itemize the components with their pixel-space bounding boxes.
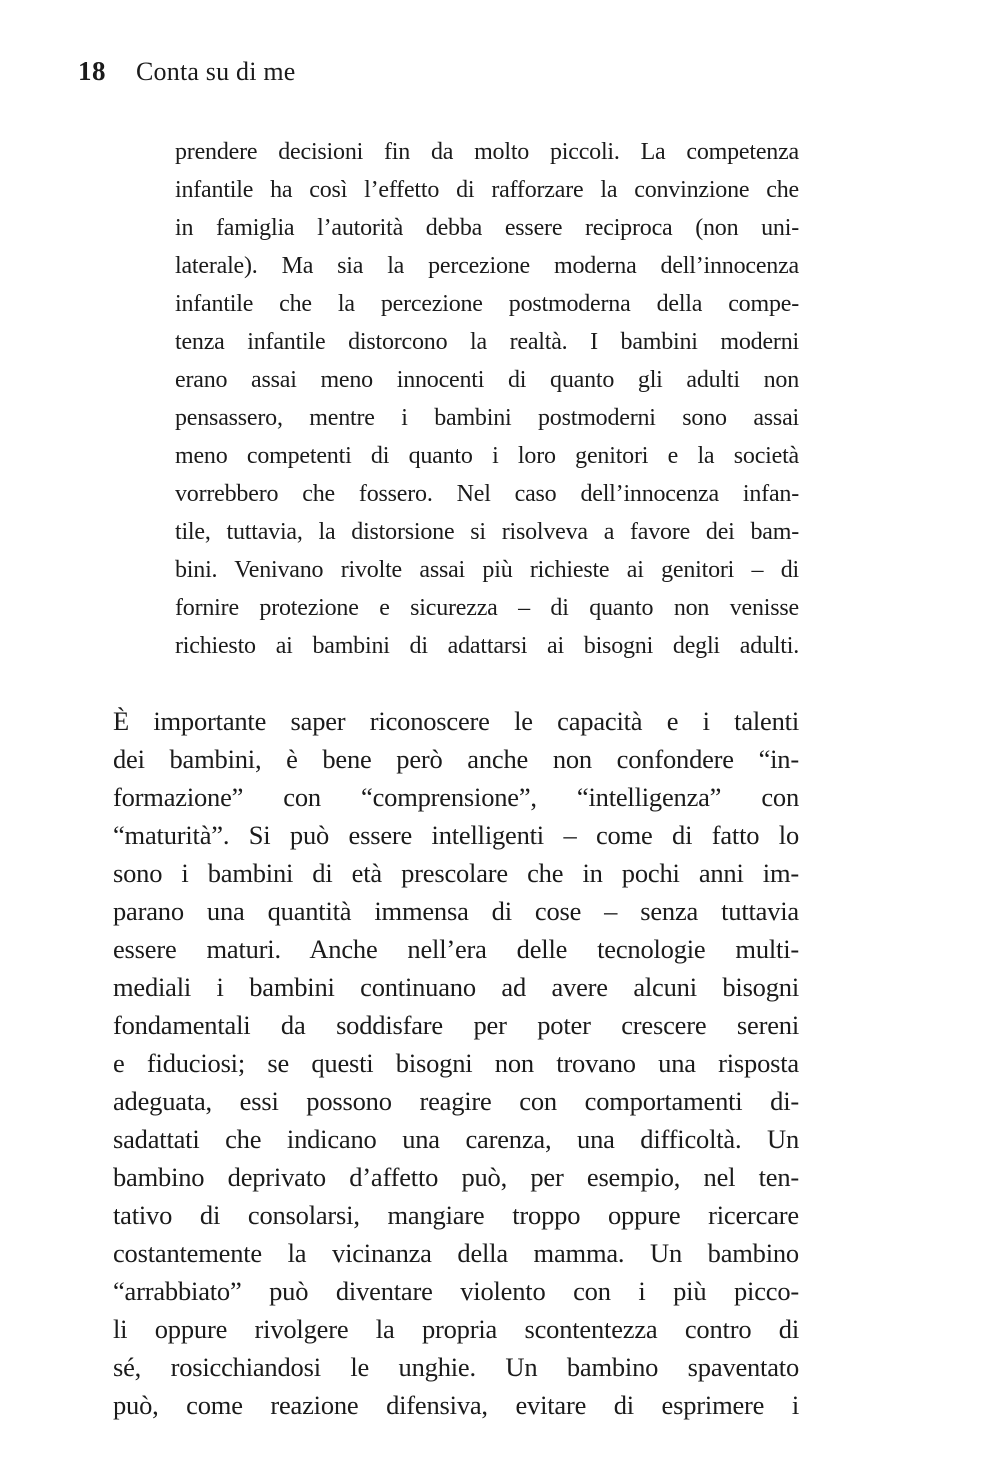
text-line: laterale). Ma sia la percezione moderna dell’innocenza <box>175 253 799 279</box>
text-line: prendere decisioni fin da molto piccoli. La competenza <box>175 139 799 165</box>
text-line: erano assai meno innocenti di quanto gli adulti non <box>175 367 799 393</box>
text-line: può, come reazione difensiva, evitare di esprimere i <box>113 1390 799 1420</box>
text-line: meno competenti di quanto i loro genitori e la società <box>175 443 799 469</box>
text-line: sono i bambini di età prescolare che in pochi anni im- <box>113 858 799 888</box>
text-line: sé, rosicchiandosi le unghie. Un bambino spaventato <box>113 1352 799 1382</box>
text-line: bini. Venivano rivolte assai più richieste ai genitori – di <box>175 557 799 583</box>
block-quote <box>175 133 799 665</box>
page-number: 18 <box>78 56 106 86</box>
text-line: infantile che la percezione postmoderna della compe- <box>175 291 799 317</box>
text-line: e fiduciosi; se questi bisogni non trovano una risposta <box>113 1048 799 1078</box>
text-line: fornire protezione e sicurezza – di quanto non venisse <box>175 595 799 621</box>
text-line: li oppure rivolgere la propria scontentezza contro di <box>113 1314 799 1344</box>
text-line: sadattati che indicano una carenza, una difficoltà. Un <box>113 1124 799 1154</box>
running-title: Conta su di me <box>136 57 296 86</box>
text-line: essere maturi. Anche nell’era delle tecnologie multi- <box>113 934 799 964</box>
text-line: infantile ha così l’effetto di rafforzare la convinzione che <box>175 177 799 203</box>
text-line: formazione” con “comprensione”, “intelligenza” con <box>113 782 799 812</box>
text-line: mediali i bambini continuano ad avere alcuni bisogni <box>113 972 799 1002</box>
body-paragraph <box>113 702 799 1424</box>
page-header <box>78 56 296 87</box>
text-line: “arrabbiato” può diventare violento con i più picco- <box>113 1276 799 1306</box>
text-line: costantemente la vicinanza della mamma. Un bambino <box>113 1238 799 1268</box>
text-line: vorrebbero che fossero. Nel caso dell’innocenza infan- <box>175 481 799 507</box>
text-line: parano una quantità immensa di cose – senza tuttavia <box>113 896 799 926</box>
text-line: “maturità”. Si può essere intelligenti – come di fatto lo <box>113 820 799 850</box>
text-line: dei bambini, è bene però anche non confondere “in- <box>113 744 799 774</box>
text-line: in famiglia l’autorità debba essere reciproca (non uni- <box>175 215 799 241</box>
text-line: adeguata, essi possono reagire con comportamenti di- <box>113 1086 799 1116</box>
text-line: richiesto ai bambini di adattarsi ai bisogni degli adulti. <box>175 633 799 659</box>
text-line: tile, tuttavia, la distorsione si risolveva a favore dei bam- <box>175 519 799 545</box>
text-line: pensassero, mentre i bambini postmoderni sono assai <box>175 405 799 431</box>
text-line: fondamentali da soddisfare per poter crescere sereni <box>113 1010 799 1040</box>
text-line: È importante saper riconoscere le capacità e i talenti <box>113 706 799 736</box>
text-line: bambino deprivato d’affetto può, per esempio, nel ten- <box>113 1162 799 1192</box>
text-line: tativo di consolarsi, mangiare troppo oppure ricercare <box>113 1200 799 1230</box>
text-line: tenza infantile distorcono la realtà. I bambini moderni <box>175 329 799 355</box>
